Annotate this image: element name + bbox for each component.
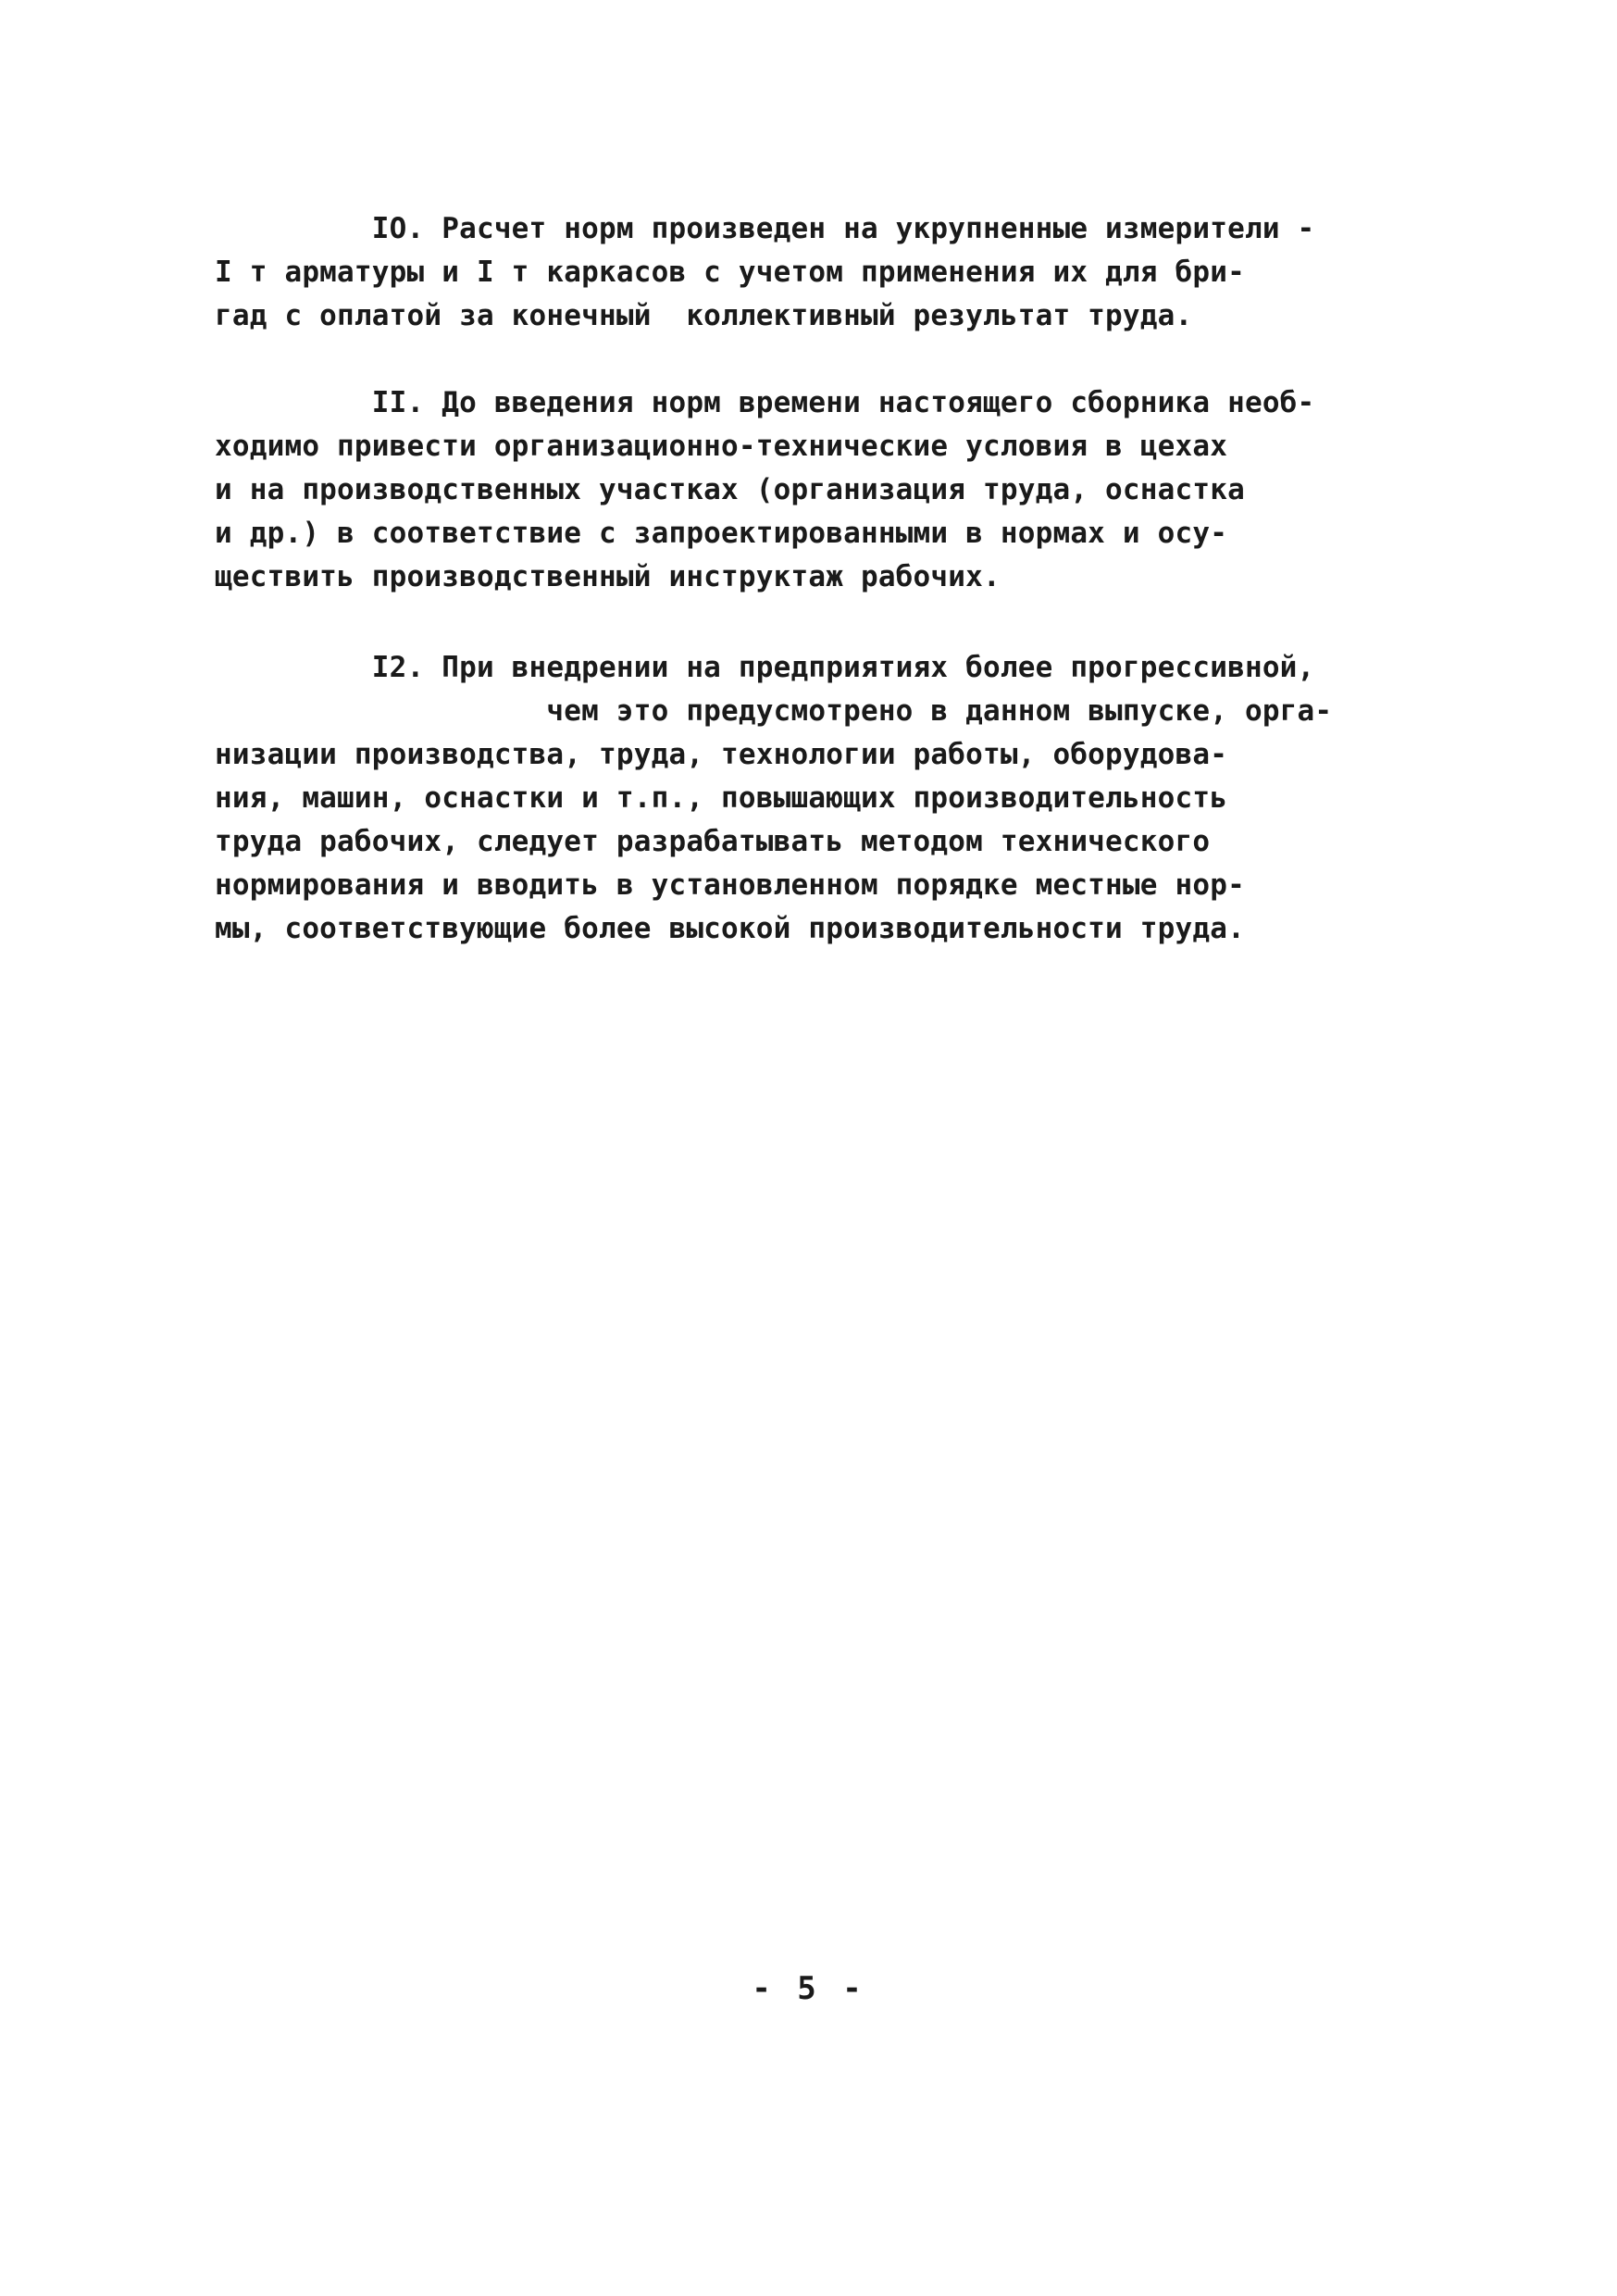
text-line: ходимо привести организационно-технические условия в цехах	[215, 430, 1228, 463]
text-line: нормирования и вводить в установленном порядке местные нор-	[215, 868, 1245, 902]
page-number: - 5 -	[752, 1970, 865, 2007]
text-line: и на производственных участках (организация труда, оснастка	[215, 473, 1245, 506]
text-line: мы, соответствующие более высокой производительности труда.	[215, 912, 1245, 945]
text-line: I2. При внедрении на предприятиях более прогрессивной,	[215, 651, 1315, 684]
text-line: гад с оплатой за конечный коллективный результат труда.	[215, 299, 1193, 332]
text-line: низации производства, труда, технологии работы, оборудова-	[215, 738, 1228, 771]
paragraph-10	[215, 207, 1315, 338]
text-line: ния, машин, оснастки и т.п., повышающих производительность	[215, 781, 1228, 815]
text-line: труда рабочих, следует разрабатывать методом технического	[215, 825, 1211, 858]
text-line: II. До введения норм времени настоящего сборника необ-	[215, 386, 1315, 419]
text-line: IO. Расчет норм произведен на укрупненные измерители -	[215, 212, 1315, 245]
text-line: I т арматуры и I т каркасов с учетом применения их для бри-	[215, 256, 1245, 289]
paragraph-12	[215, 646, 1333, 951]
text-line: ществить производственный инструктаж рабочих.	[215, 560, 1001, 593]
text-line: и др.) в соответствие с запроектированными в нормах и осу-	[215, 517, 1228, 550]
paragraph-11	[215, 381, 1315, 599]
text-line: чем это предусмотрено в данном выпуске, орга-	[215, 694, 1333, 728]
